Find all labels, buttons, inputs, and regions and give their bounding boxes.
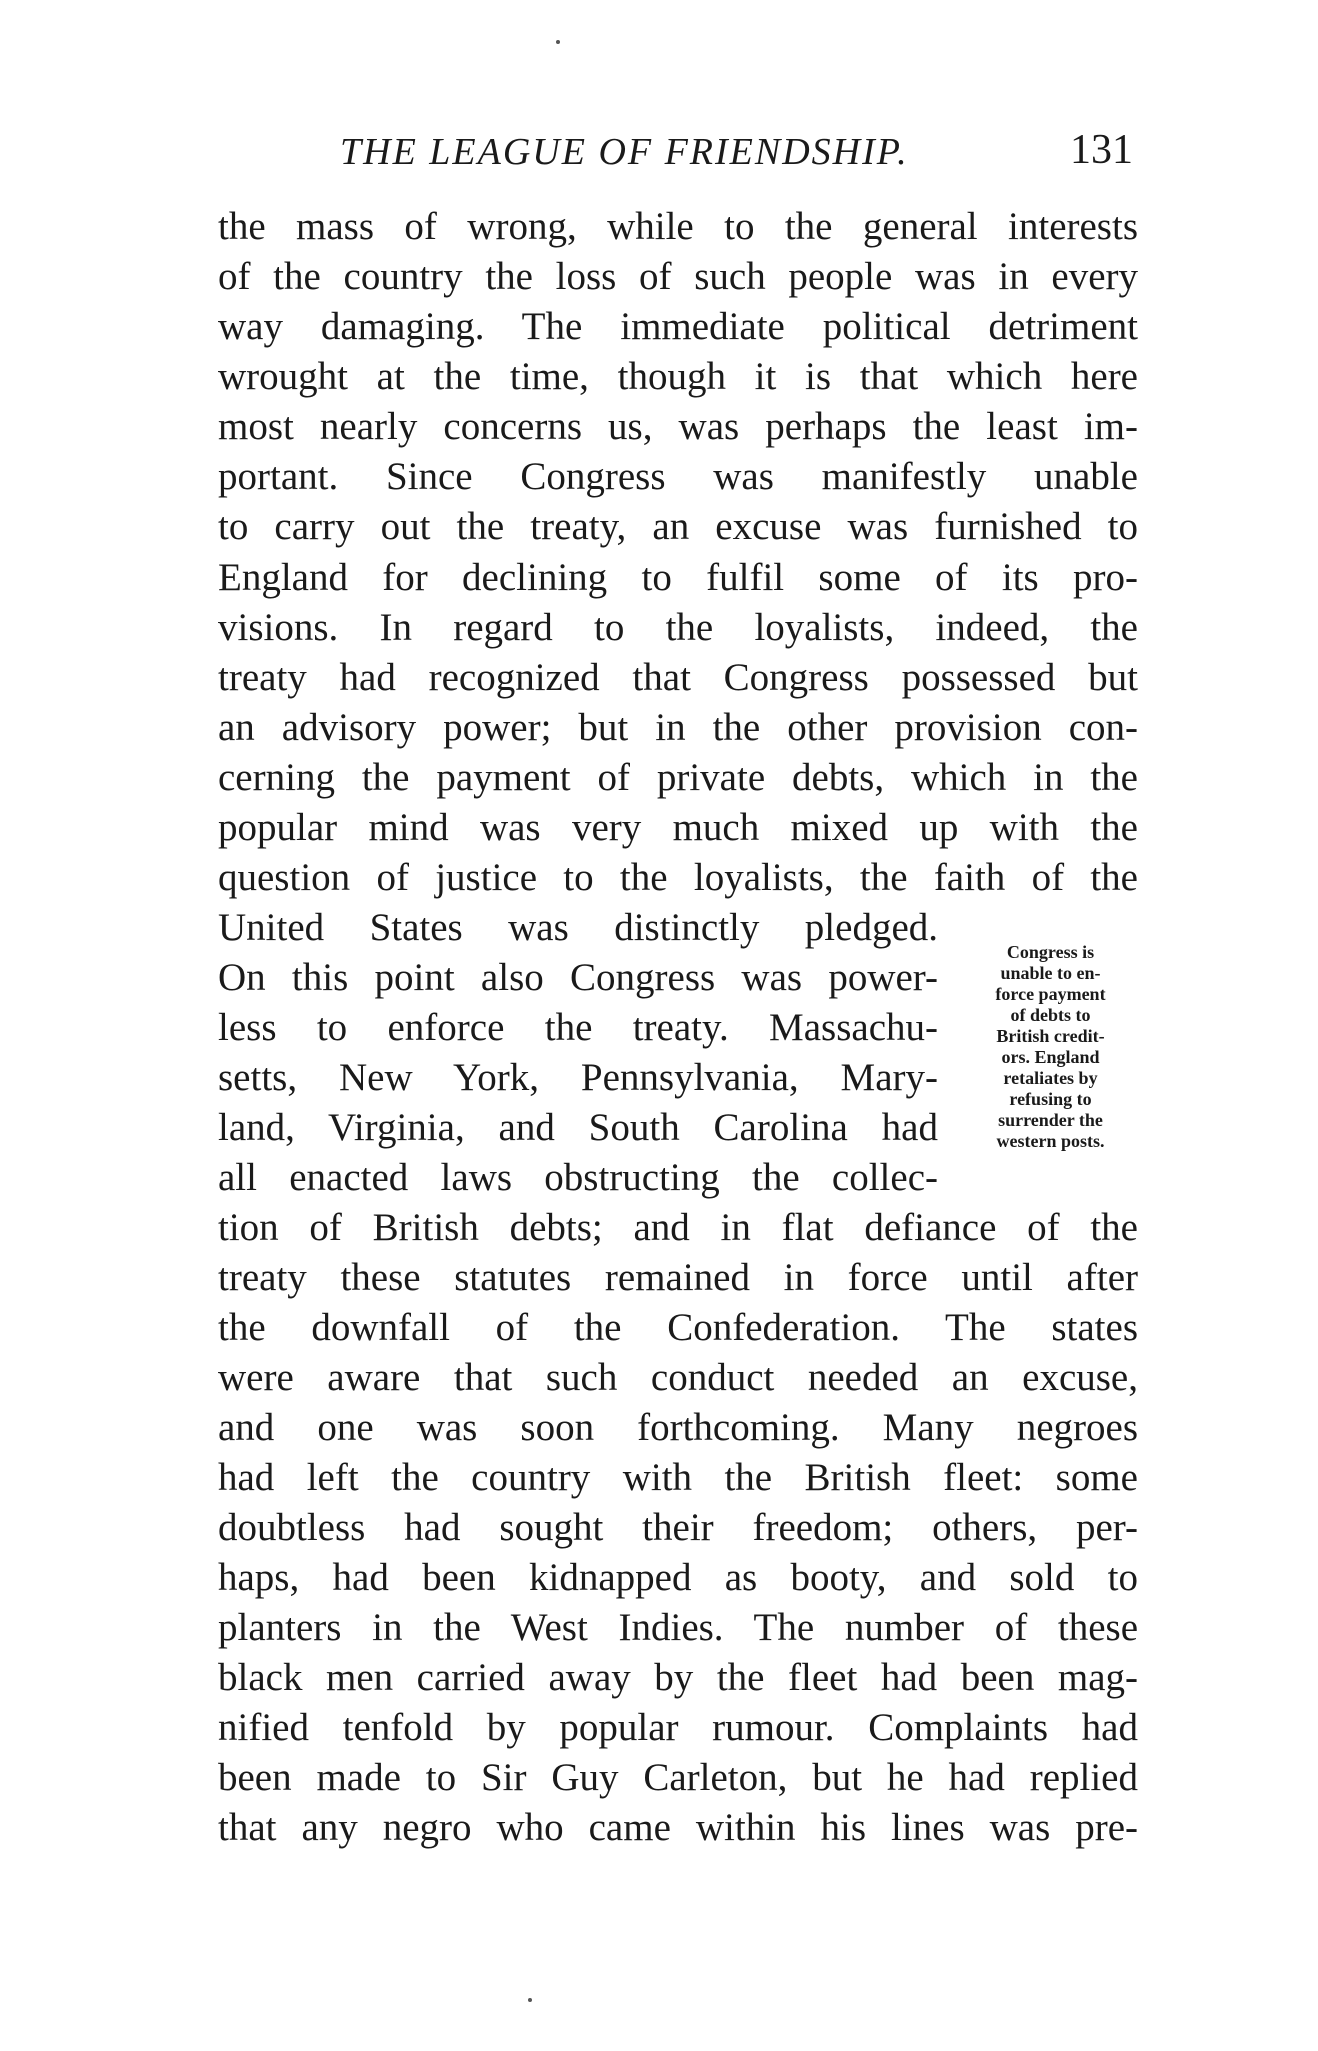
paper-speck [556,40,560,44]
margin-note [958,942,1143,1152]
body-line: been made to Sir Guy Carleton, but he had replied [218,1756,1138,1799]
body-line: popular mind was very much mixed up with the [218,806,1138,849]
running-title: THE LEAGUE OF FRIENDSHIP. [340,131,909,173]
body-line: doubtless had sought their freedom; others, per- [218,1506,1138,1549]
body-line: treaty these statutes remained in force until after [218,1256,1138,1299]
body-line: and one was soon forthcoming. Many negroes [218,1406,1138,1449]
body-line: tion of British debts; and in flat defiance of the [218,1206,1138,1249]
margin-note-line: western posts. [996,1131,1105,1151]
body-line: an advisory power; but in the other provision con- [218,706,1138,749]
body-line: setts, New York, Pennsylvania, Mary- [218,1056,938,1099]
body-line: were aware that such conduct needed an excuse, [218,1356,1138,1399]
body-line: the mass of wrong, while to the general interests [218,205,1138,248]
body-line: portant. Since Congress was manifestly unable [218,455,1138,498]
paper-speck [528,1998,532,2002]
body-line: question of justice to the loyalists, the faith of the [218,856,1138,899]
body-line: On this point also Congress was power- [218,956,938,999]
body-line: land, Virginia, and South Carolina had [218,1106,938,1149]
margin-note-line: ors. England [1001,1047,1100,1067]
body-line: had left the country with the British fleet: some [218,1456,1138,1499]
body-line: planters in the West Indies. The number of these [218,1606,1138,1649]
body-line: that any negro who came within his lines was pre- [218,1806,1138,1849]
margin-note-line: force payment [995,984,1106,1004]
margin-note-line: British credit- [996,1026,1105,1046]
margin-note-line: of debts to [1010,1005,1091,1025]
body-line: cerning the payment of private debts, which in the [218,756,1138,799]
margin-note-line: unable to en- [1000,963,1101,983]
body-line: visions. In regard to the loyalists, indeed, the [218,606,1138,649]
body-line: all enacted laws obstructing the collec- [218,1156,938,1199]
margin-note-line: surrender the [998,1110,1103,1130]
body-line: wrought at the time, though it is that which here [218,355,1138,398]
body-line: of the country the loss of such people was in every [218,255,1138,298]
margin-note-line: retaliates by [1003,1068,1098,1088]
body-line: treaty had recognized that Congress possessed but [218,656,1138,699]
body-line: black men carried away by the fleet had been mag- [218,1656,1138,1699]
body-line: way damaging. The immediate political detriment [218,305,1138,348]
body-line: United States was distinctly pledged. [218,906,938,949]
body-line: most nearly concerns us, was perhaps the least im- [218,405,1138,448]
body-line: the downfall of the Confederation. The states [218,1306,1138,1349]
margin-note-line: refusing to [1009,1089,1092,1109]
margin-note-line: Congress is [1006,942,1095,962]
body-line: to carry out the treaty, an excuse was furnished to [218,505,1138,548]
body-line: less to enforce the treaty. Massachu- [218,1006,938,1049]
body-line: haps, had been kidnapped as booty, and sold to [218,1556,1138,1599]
page-number: 131 [1070,127,1133,173]
body-line: nified tenfold by popular rumour. Complaints had [218,1706,1138,1749]
body-line: England for declining to fulfil some of its pro- [218,556,1138,599]
